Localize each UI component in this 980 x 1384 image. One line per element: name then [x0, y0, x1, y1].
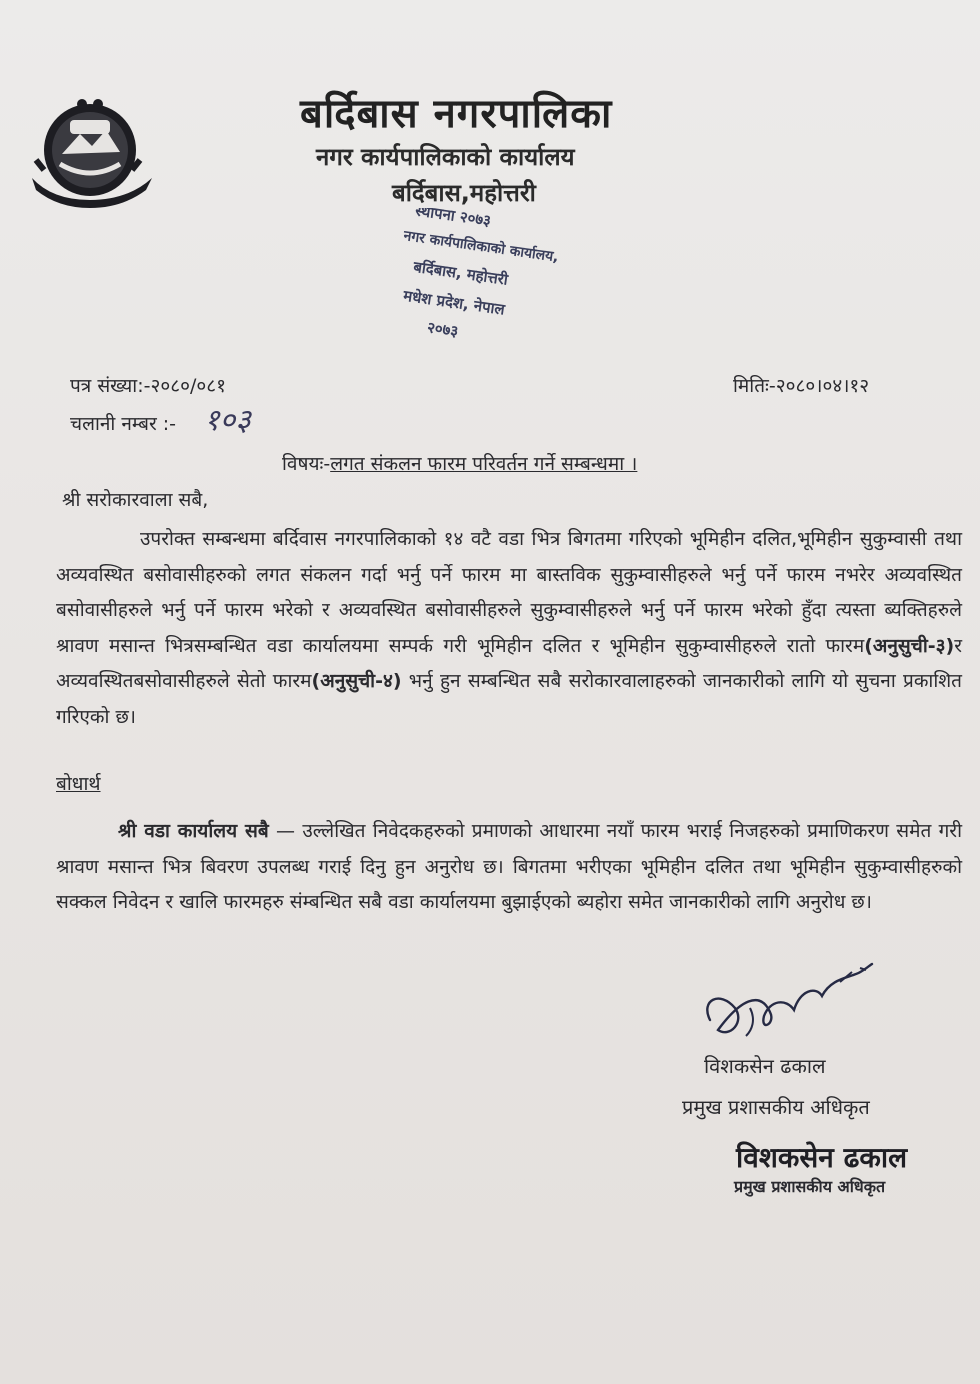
seal-line-4: मधेश प्रदेश, नेपाल — [402, 286, 506, 319]
municipality-emblem-icon — [22, 90, 162, 210]
name-stamp: विशकसेन ढकाल — [736, 1141, 908, 1174]
office-name: नगर कार्यपालिकाको कार्यालय — [316, 143, 575, 171]
handwritten-signature — [690, 960, 890, 1050]
letter-date: मितिः-२०८०।०४।१२ — [733, 375, 870, 397]
body-text-3: भर्नु हुन सम्बन्धित सबै सरोकारवालाहरुको जानकारीको लागि यो सुचना प्रकाशित गरिएको छ। — [56, 670, 963, 728]
subject-prefix: विषयः- — [282, 453, 331, 475]
cc-heading: बोधार्थ — [56, 773, 101, 795]
seal-line-1: स्थापना २०७३ — [414, 208, 493, 230]
seal-line-2: नगर कार्यपालिकाको कार्यालय, — [402, 228, 560, 266]
title-stamp: प्रमुख प्रशासकीय अधिकृत — [734, 1177, 886, 1196]
office-location: बर्दिबास,महोत्तरी — [392, 179, 536, 207]
cc-recipient: श्री वडा कार्यालय सबै — [118, 820, 269, 842]
seal-line-3: बर्दिबास, महोत्तरी — [412, 257, 510, 289]
cc-text: — उल्लेखित निवेदकहरुको प्रमाणको आधारमा नयाँ फारम भराई निजहरुको प्रमाणिकरण समेत गरी श्रावण मसान्त भित्र बिवरण उपलब्ध गराई दिनु हुन अनुरोध छ। बिगतमा भरीएका भूमिहीन दलित तथा भूमिहीन सुकुम्वासीहरुको सक्कल निवेदन र खालि फारमहरु संम्बन्धित सबै वडा कार्यालयमा बुझाईएको ब्यहोरा समेत जानकारीको लागि अनुरोध छ। — [56, 820, 962, 913]
subject-text: लगत संकलन फारम परिवर्तन गर्ने सम्बन्धमा । — [330, 453, 638, 475]
body-paragraph — [56, 522, 962, 735]
annex-4-label: (अनुसुची-४) — [311, 670, 402, 692]
dispatch-number-label: चलानी नम्बर :- — [70, 413, 177, 435]
annex-3-label: (अनुसुची-३) — [864, 634, 955, 657]
seal-line-5: २०७३ — [426, 318, 460, 341]
body-text-2: र अव्यवस्थितबसोवासीहरुले सेतो फारम — [56, 634, 962, 692]
municipality-name: बर्दिबास नगरपालिका — [300, 91, 613, 137]
salutation: श्री सरोकारवाला सबै, — [62, 489, 209, 511]
body-text-1: उपरोक्त सम्बन्धमा बर्दिवास नगरपालिकाको १४ वटै वडा भित्र बिगतमा गरिएको भूमिहीन दलित,भूमिहीन सुकुम्वासी तथा अव्यवस्थित बसोवासीहरुको लगत संकलन गर्दा भर्नु पर्ने फारम मा बास्तविक सुकुम्वासीहरुले भर्नु पर्ने फारम नभरेर अव्यवस्थित बसोवासीहरुले भर्नु पर्ने फारम भरेको र अव्यवस्थित बसोवासीहरुले सुकुम्वासीहरुले भर्नु पर्ने फारम भरेको हुँदा त्यस्ता ब्यक्तिहरुले श्रावण मसान्त भित्रसम्बन्धित वडा कार्यालयमा सम्पर्क गरी भूमिहीन दलित र भूमिहीन सुकुम्वासीहरुले रातो फारम — [56, 528, 962, 657]
signatory-name: विशकसेन ढकाल — [704, 1054, 826, 1078]
letter-subject — [282, 450, 637, 476]
office-seal — [392, 208, 582, 358]
dispatch-number-handwritten: १०३ — [204, 403, 251, 438]
signatory-title: प्रमुख प्रशासकीय अधिकृत — [682, 1095, 870, 1119]
letter-number: पत्र संख्या:-२०८०/०८१ — [70, 375, 227, 397]
cc-paragraph — [56, 814, 962, 921]
